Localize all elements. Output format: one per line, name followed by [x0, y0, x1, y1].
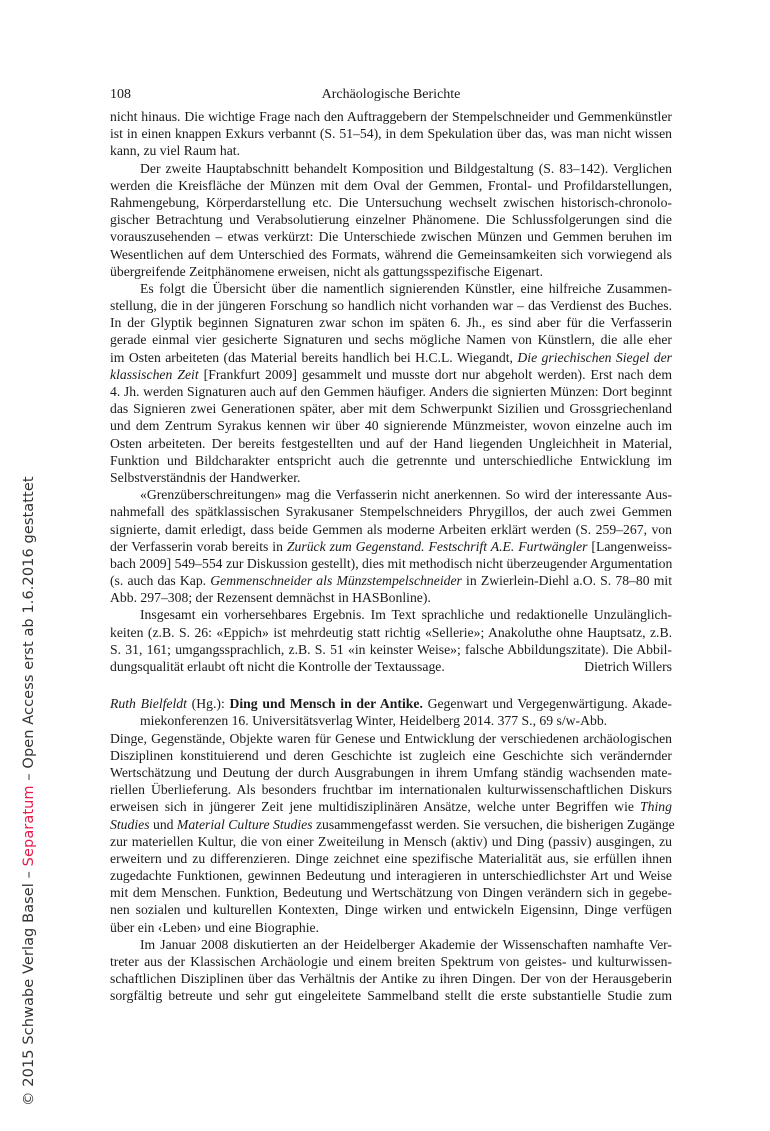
text: 4. Jh. werden Signaturen auch auf den Gemmen häufiger. Anders die signierten Münzen: Dort beginnt [110, 384, 672, 399]
text-line [110, 314, 672, 331]
text: riellen Überlieferung. Als besonders fruchtbar im internationalen kulturwissenschaftlichen Diskurs [110, 782, 672, 798]
paragraph [110, 160, 672, 280]
text: zugedachte Funktionen, gewinnen Bedeutung und interagieren in unterschiedlichster Art und Weise [110, 868, 672, 884]
text: Rahmengebung, Körperdarstellung etc. Die Untersuchung wechselt zwischen historisch-chronolo- [110, 194, 672, 210]
italic-text: klassischen Zeit [110, 366, 199, 382]
text: [Langenweiss- [587, 538, 672, 554]
text-line [110, 280, 672, 297]
text-line [110, 555, 672, 572]
text: miekonferenzen 16. Universitätsverlag Winter, Heidelberg 2014. 377 S., 69 s/w-Abb. [140, 713, 608, 729]
text: Funktion und Bildcharakter entspricht auch die getrennte und unterschiedliche Entwicklung im [110, 452, 672, 468]
text-line [110, 833, 672, 850]
open-access-note: – Open Access erst ab 1.6.2016 gestattet [21, 476, 37, 786]
text: [Frankfurt 2009] gesammelt und musste dort nur abgeholt werden). Erst nach dem [198, 366, 673, 382]
page-body [110, 108, 675, 1005]
text-line [110, 589, 672, 606]
text-line [110, 798, 672, 815]
text-line [110, 160, 672, 177]
text-line [110, 263, 672, 280]
text-line [110, 177, 672, 194]
text-line [110, 987, 672, 1004]
text-line [110, 400, 672, 417]
text-line [110, 970, 672, 987]
text-line [110, 246, 672, 263]
text-line [110, 747, 672, 764]
text: kann, zu viel Raum hat. [110, 143, 240, 159]
paragraph [110, 606, 672, 675]
text-line [110, 641, 672, 658]
text-line [110, 781, 672, 798]
text-line [110, 953, 672, 970]
text: nahmefall des spätklassischen Syrakusaner Stempelschneiders Phrygillos, der auch zwei Gemmen [110, 504, 672, 520]
text-line [110, 850, 672, 867]
text-line [110, 194, 672, 211]
text-line [110, 383, 672, 400]
text-line [110, 331, 672, 348]
text: erweisen sich in jüngerer Zeit jene multidisziplinären Ansätze, welche unter Begriffen wie [110, 799, 641, 815]
text-line [110, 572, 672, 589]
copyright-text: © 2015 Schwabe Verlag Basel – [21, 866, 37, 1106]
italic-text: Studies [110, 816, 150, 832]
text: Disziplinen konstituierend und deren Geschichte ist zugleich eine Geschichte sich verändernder [110, 747, 672, 763]
text-line [110, 538, 672, 555]
text: dungsqualität erlaubt oft nicht die Kontrolle der Textaussage. [110, 659, 445, 674]
text: vorauszusehenden – etwas verkürzt: Die Unterschiede zwischen Münzen und Gemmen beruhen im [110, 229, 672, 245]
italic-text: Thing [640, 799, 672, 815]
text: und dem Zentrum Syrakus kennen wir über 40 signierende Münzmeister, wovon einzelne auch im [110, 418, 672, 434]
text: im Osten arbeiteten (das Material bereits handlich bei H.C.L. Wiegandt, [110, 349, 518, 365]
text-line [110, 901, 672, 918]
text: Im Januar 2008 diskutierten an der Heidelberger Akademie der Wissenschaften namhafte Ver- [140, 936, 672, 952]
text-line [110, 211, 672, 228]
italic-text: Zurück zum Gegenstand. Festschrift A.E. Furtwängler [286, 538, 588, 554]
text: nen sozialen und kulturellen Kontexten, Dinge wirken und entwickeln Eigensinn, Dinge verfügen [110, 902, 672, 918]
text-line [110, 730, 672, 747]
paragraph [110, 108, 672, 160]
text-line [110, 658, 672, 675]
text-line [110, 486, 672, 503]
text-line [110, 695, 672, 712]
text: über ein ‹Leben› und eine Biographie. [110, 919, 320, 935]
text-line [110, 469, 672, 486]
italic-text: Material Culture Studies [176, 816, 313, 832]
text-line [110, 108, 672, 125]
text: bach 2009] 549–554 zur Diskussion gestellt), dies mit methodisch nicht überzeugender Argumentation [110, 555, 673, 571]
paragraph [110, 486, 672, 606]
text: S. 31, 161; umgangssprachlich, z.B. S. 51 «in keinster Weise»; falsche Abbildungszitate). Die Abbil- [110, 641, 672, 657]
italic-text: Ruth Bielfeldt [110, 696, 187, 712]
text: schaftlichen Disziplinen über das Verhältnis der Antike zu ihren Dingen. Der von der Herausgeberin [110, 971, 672, 987]
text: mit dem Menschen. Funktion, Bedeutung und Wertschätzung von Dingen verändern sich in gegebe- [110, 885, 672, 901]
running-header [110, 87, 672, 107]
text: gerade einmal vier gesicherte Signaturen und sechs mögliche Namen von Künstlern, die alle eher [110, 332, 672, 348]
text: Gegenwart und Vergegenwärtigung. Akade- [422, 696, 672, 712]
text: in Zwierlein-Diehl a.O. S. 78–80 mit [461, 573, 672, 589]
text: Wesentlichen auf dem Unterschied des Formats, während die Gemeinsamkeiten sich vorwiegend als [110, 246, 672, 262]
text: (Hg.): [186, 696, 230, 712]
page-number: 108 [110, 87, 131, 102]
text: gischer Betrachtung und Verabsolutierung einzelner Phänomene. Die Schlussfolgerungen sind die [110, 212, 672, 228]
text: Der zweite Hauptabschnitt behandelt Komposition und Bildgestaltung (S. 83–142). Verglichen [140, 160, 672, 176]
bibliographic-header [110, 695, 672, 729]
italic-text: Die griechischen Siegel der [517, 349, 672, 365]
paragraph [110, 280, 672, 486]
text-line [110, 417, 672, 434]
text: Osten arbeiteten. Der bereits festgestellten und auf der Hand liegenden Ungleichheit in Material, [110, 435, 672, 451]
text-line [110, 606, 672, 623]
text-line [110, 125, 672, 142]
text: sorgfältig betreute und sehr gut eingeleitete Sammelband stellt die erste substantielle Studie zum [110, 988, 672, 1004]
text: «Grenzüberschreitungen» mag die Verfasserin nicht anerkennen. So wird der interessante Aus- [140, 487, 672, 503]
copyright-sidebar [21, 476, 37, 1106]
text: werden die Kreisfläche der Münzen mit dem Oval der Gemmen, Frontal- und Profildarstellungen, [110, 177, 672, 193]
paragraph [110, 730, 675, 936]
text: übergreifende Zeitphänomene erweisen, nicht als gattungsspezifische Eigenart. [110, 263, 544, 279]
text: zusammengefasst werden. Sie versuchen, die bisherigen Zugänge [312, 816, 675, 832]
text: Insgesamt ein vorhersehbares Ergebnis. Im Text sprachliche und redaktionelle Unzulänglich- [140, 607, 672, 623]
bold-title: Ding und Mensch in der Antike. [229, 696, 423, 712]
text-line [110, 349, 672, 366]
text-line [110, 936, 672, 953]
text: Dinge, Gegenstände, Objekte waren für Genese und Entwicklung der verschiedenen archäologischen [110, 730, 672, 746]
text: stellung, die in der jüngeren Forschung so handlich nicht vorhanden war – das Verdienst des Buches. [110, 298, 672, 314]
text-line [110, 297, 672, 314]
separatum-label: Separatum [21, 785, 37, 867]
text: zur materiellen Kultur, die von einer Zweiteilung in Mensch (aktiv) und Ding (passiv) ausgingen, zu [110, 833, 672, 849]
text-line [110, 452, 672, 469]
review-bielfeldt [110, 695, 675, 1004]
text-line [110, 228, 672, 245]
text: Selbstverständnis der Handwerker. [110, 469, 301, 485]
text: keiten (z.B. S. 26: «Eppich» ist mehrdeutig statt richtig «Sellerie»; Anakoluthe ohne Hauptsatz, z.B. [110, 624, 672, 640]
text-line [110, 624, 672, 641]
text-line [110, 764, 672, 781]
text-line [110, 867, 672, 884]
paragraph [110, 936, 672, 1005]
text: Es folgt die Übersicht über die namentlich signierenden Künstler, eine hilfreiche Zusammen- [140, 280, 672, 296]
text-line [110, 816, 675, 833]
text: signierte, damit erledigt, dass beide Gemmen als moderne Arbeiten erklärt werden (S. 259–267, von [110, 521, 672, 537]
text: (s. auch das Kap. [110, 573, 211, 589]
text-line [110, 142, 672, 159]
text-line [110, 503, 672, 520]
review-willers [110, 108, 672, 675]
text: nicht hinaus. Die wichtige Frage nach den Auftraggebern der Stempelschneider und Gemmenkünstler [110, 109, 672, 124]
text: und [149, 816, 177, 832]
running-title: Archäologische Berichte [321, 87, 461, 102]
text: Abb. 297–308; der Rezensent demnächst in HASBonline). [110, 590, 431, 606]
italic-text: Gemmenschneider als Münzstempelschneider [210, 573, 462, 589]
text: erweitern und zu differenzieren. Dinge zeichnet eine spezifische Materialität aus, sie erfüllen ihnen [110, 850, 672, 866]
text: treter aus der Klassischen Archäologie und einem breiten Spektrum von geistes- und kulturwissen- [110, 954, 672, 969]
text: In der Glyptik beginnen Signaturen zwar schon im späten 6. Jh., es sind aber für die Verfasserin [110, 315, 672, 331]
text-line [110, 712, 672, 729]
text: das Signieren zwei Generationen später, aber mit dem Schwerpunkt Sizilien und Grossgriechenland [110, 401, 672, 417]
text-line [110, 521, 672, 538]
text-line [110, 884, 672, 901]
text: der Verfasserin vorab bereits in [110, 538, 287, 554]
text-line [110, 919, 672, 936]
text: ist in einen knappen Exkurs verbannt (S. 51–54), in dem Spekulation über das, was man nicht wissen [110, 126, 672, 142]
text: Wertschätzung und Deutung der durch Ausgrabungen in ihrem Umfang ständig wachsenden mate- [110, 764, 672, 780]
reviewer-signature: Dietrich Willers [584, 659, 672, 674]
text-line [110, 435, 672, 452]
text-line [110, 366, 672, 383]
